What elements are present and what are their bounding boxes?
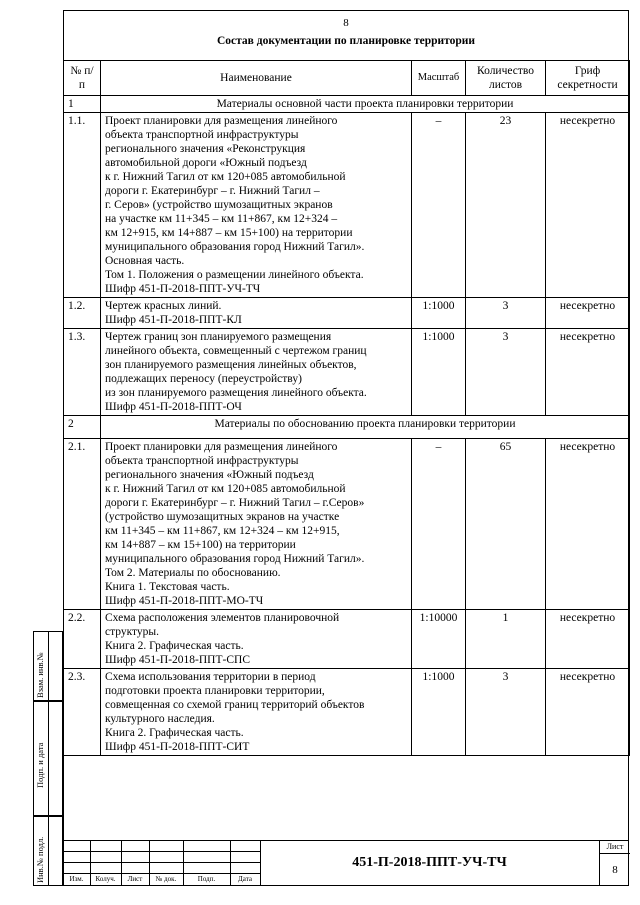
row-num: 2.1.: [64, 439, 101, 610]
row-description: [101, 610, 412, 669]
title-block-label: Дата: [238, 875, 252, 883]
description-line: подготовки проекта планировки территории,: [105, 685, 325, 697]
header-sheets: Количество листов: [466, 61, 546, 96]
row-sheets: 3: [466, 329, 546, 416]
row-scale: –: [412, 113, 466, 298]
description-line: Шифр 451-П-2018-ППТ-СПС: [105, 654, 250, 666]
description-line: км 12+915, км 14+887 – км 15+100) на территории: [105, 227, 353, 239]
description-line: культурного наследия.: [105, 713, 215, 725]
stamp-podp: [33, 701, 63, 816]
table-header-row: [64, 61, 630, 96]
document-code: 451-П-2018-ППТ-УЧ-ТЧ: [352, 855, 507, 870]
row-secrecy: несекретно: [546, 113, 630, 298]
row-description: [101, 329, 412, 416]
description-line: (устройство шумозащитных экранов на участке: [105, 511, 340, 523]
row-sheets: 1: [466, 610, 546, 669]
row-num: 1.2.: [64, 298, 101, 329]
description-line: Схема использования территории в период: [105, 671, 316, 683]
stamp-inv: [33, 816, 63, 886]
description-line: Схема расположения элементов планировочной: [105, 612, 340, 624]
description-line: из зон планируемого размещения линейного объекта.: [105, 387, 367, 399]
row-secrecy: несекретно: [546, 298, 630, 329]
description-line: объекта транспортной инфраструктуры: [105, 129, 299, 141]
documentation-table: [63, 60, 630, 756]
sheet-box: [599, 840, 630, 886]
description-line: регионального значения «Южный подъезд: [105, 469, 314, 481]
row-secrecy: несекретно: [546, 669, 630, 756]
description-line: Книга 2. Графическая часть.: [105, 640, 244, 652]
description-line: Шифр 451-П-2018-ППТ-УЧ-ТЧ: [105, 283, 261, 295]
stamp-inv-label: Инв.№ подл.: [35, 836, 45, 883]
description-line: дороги г. Екатеринбург – г. Нижний Тагил – г.Серов»: [105, 497, 365, 509]
row-sheets: 3: [466, 669, 546, 756]
row-scale: 1:1000: [412, 669, 466, 756]
description-line: линейного объекта, совмещенный с чертежом границ: [105, 345, 367, 357]
description-line: Книга 1. Текстовая часть.: [105, 581, 230, 593]
description-line: регионального значения «Реконструкция: [105, 143, 306, 155]
section-row: [64, 416, 630, 439]
header-name: Наименование: [101, 61, 412, 96]
header-scale: Масштаб: [412, 61, 466, 96]
row-description: [101, 439, 412, 610]
header-secrecy: Гриф секретности: [546, 61, 630, 96]
table-row: [64, 669, 630, 756]
description-line: км 14+887 – км 15+100) на территории: [105, 539, 296, 551]
row-secrecy: несекретно: [546, 329, 630, 416]
section-title: Материалы основной части проекта планировки территории: [101, 96, 630, 113]
title-block-label: № док.: [155, 875, 177, 883]
description-line: подлежащих переносу (переустройству): [105, 373, 302, 385]
row-scale: –: [412, 439, 466, 610]
row-num: 2.3.: [64, 669, 101, 756]
row-scale: 1:10000: [412, 610, 466, 669]
header-num: № п/п: [64, 61, 101, 96]
description-line: объекта транспортной инфраструктуры: [105, 455, 299, 467]
description-line: Шифр 451-П-2018-ППТ-МО-ТЧ: [105, 595, 264, 607]
description-line: Чертеж границ зон планируемого размещения: [105, 331, 332, 343]
description-line: к г. Нижний Тагил от км 120+085 автомобильной: [105, 171, 346, 183]
description-line: Шифр 451-П-2018-ППТ-СИТ: [105, 741, 250, 753]
row-sheets: 65: [466, 439, 546, 610]
document-title: Состав документации по планировке территории: [216, 35, 476, 47]
row-scale: 1:1000: [412, 329, 466, 416]
description-line: г. Серов» (устройство шумозащитных экранов: [105, 199, 333, 211]
description-line: Проект планировки для размещения линейного: [105, 115, 338, 127]
stamp-vzam: [33, 631, 63, 701]
description-line: дороги г. Екатеринбург – г. Нижний Тагил –: [105, 185, 320, 197]
description-line: Том 1. Положения о размещении линейного объекта.: [105, 269, 364, 281]
description-line: Чертеж красных линий.: [105, 300, 222, 312]
table-row: [64, 329, 630, 416]
description-line: Шифр 451-П-2018-ППТ-ОЧ: [105, 401, 242, 413]
title-block-label: Лист: [127, 875, 143, 883]
description-line: структуры.: [105, 626, 160, 638]
title-block-label: Колуч.: [95, 875, 116, 883]
row-scale: 1:1000: [412, 298, 466, 329]
description-line: автомобильной дороги «Южный подъезд: [105, 157, 307, 169]
table-row: [64, 113, 630, 298]
section-row: [64, 96, 630, 113]
description-line: к г. Нижний Тагил от км 120+085 автомобильной: [105, 483, 346, 495]
title-block: [63, 840, 629, 886]
description-line: муниципального образования город Нижний Тагил».: [105, 553, 365, 565]
description-line: на участке км 11+345 – км 11+867, км 12+324 –: [105, 213, 338, 225]
title-block-label: Изм.: [69, 875, 84, 883]
title-block-label: Подп.: [197, 875, 216, 883]
table-row: [64, 298, 630, 329]
section-title: Материалы по обоснованию проекта планировки территории: [101, 416, 630, 439]
row-sheets: 3: [466, 298, 546, 329]
row-num: 1.1.: [64, 113, 101, 298]
description-line: зон планируемого размещения линейных объектов,: [105, 359, 357, 371]
description-line: Шифр 451-П-2018-ППТ-КЛ: [105, 314, 242, 326]
description-line: муниципального образования город Нижний Тагил».: [105, 241, 365, 253]
description-line: Книга 2. Графическая часть.: [105, 727, 244, 739]
stamp-vzam-label: Взам. инв.№: [35, 652, 45, 698]
row-secrecy: несекретно: [546, 610, 630, 669]
row-description: [101, 113, 412, 298]
table-row: [64, 610, 630, 669]
row-num: 2.2.: [64, 610, 101, 669]
row-sheets: 23: [466, 113, 546, 298]
description-line: км 11+345 – км 11+867, км 12+324 – км 12+915,: [105, 525, 340, 537]
table-row: [64, 439, 630, 610]
row-secrecy: несекретно: [546, 439, 630, 610]
description-line: Проект планировки для размещения линейного: [105, 441, 338, 453]
page-number: 8: [343, 17, 349, 29]
stamp-podp-label: Подп. и дата: [35, 742, 45, 788]
description-line: Том 2. Материалы по обоснованию.: [105, 567, 281, 579]
section-num: 1: [64, 96, 101, 113]
row-description: [101, 669, 412, 756]
section-num: 2: [64, 416, 101, 439]
sheet-number: 8: [612, 864, 618, 876]
description-line: Основная часть.: [105, 255, 185, 267]
description-line: совмещенная со схемой границ территорий объектов: [105, 699, 365, 711]
row-num: 1.3.: [64, 329, 101, 416]
row-description: [101, 298, 412, 329]
sheet-label: Лист: [606, 842, 624, 851]
